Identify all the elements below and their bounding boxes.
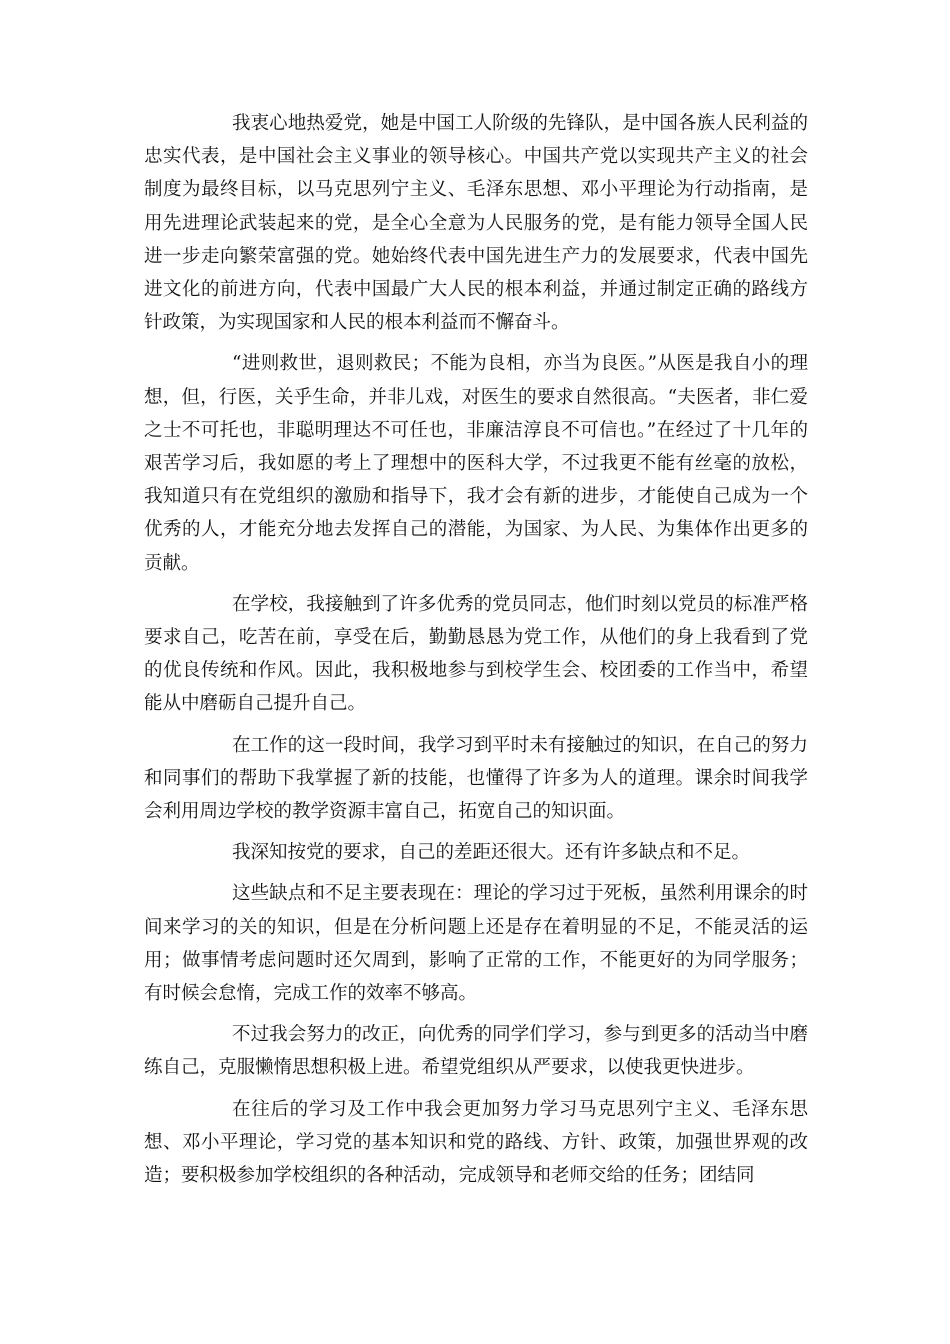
document-body bbox=[144, 107, 808, 1200]
paragraph-5: 我深知按党的要求，自己的差距还很大。还有许多缺点和不足。 bbox=[232, 842, 751, 864]
paragraph-2: “进则救世，退则救民；不能为良相，亦当为良医。”从医是我自小的理想，但，行医，关乎生命，并非儿戏，对医生的要求自然很高。“夫医者，非仁爱之士不可托也，非聪明理达不可任也，非廉洁淳良不可信也。”在经过了十几年的艰苦学习后，我如愿的考上了理想中的医科大学，不过我更不能有丝毫的放松，我知道只有在党组织的激励和指导下，我才会有新的进步，才能使自己成为一个优秀的人，才能充分地去发挥自己的潜能，为国家、为人民、为集体作出更多的贡献。 bbox=[144, 353, 808, 574]
paragraph-4: 在工作的这一段时间，我学习到平时未有接触过的知识，在自己的努力和同事们的帮助下我掌握了新的技能，也懂得了许多为人的道理。课余时间我学会利用周边学校的教学资源丰富自己，拓宽自己的知识面。 bbox=[144, 734, 808, 823]
paragraph-7: 不过我会努力的改正，向优秀的同学们学习，参与到更多的活动当中磨练自己，克服懒惰思想积极上进。希望党组织从严要求，以使我更快进步。 bbox=[144, 1024, 808, 1079]
paragraph-1: 我衷心地热爱党，她是中国工人阶级的先锋队，是中国各族人民利益的忠实代表，是中国社会主义事业的领导核心。中国共产党以实现共产主义的社会制度为最终目标，以马克思列宁主义、毛泽东思想、邓小平理论为行动指南，是用先进理论武装起来的党，是全心全意为人民服务的党，是有能力领导全国人民进一步走向繁荣富强的党。她始终代表中国先进生产力的发展要求，代表中国先进文化的前进方向，代表中国最广大人民的根本利益，并通过制定正确的路线方针政策，为实现国家和人民的根本利益而不懈奋斗。 bbox=[144, 113, 808, 334]
paragraph-6: 这些缺点和不足主要表现在：理论的学习过于死板，虽然利用课余的时间来学习的关的知识，但是在分析问题上还是存在着明显的不足，不能灵活的运用；做事情考虑问题时还欠周到，影响了正常的工作，不能更好的为同学服务；有时候会怠惰，完成工作的效率不够高。 bbox=[144, 883, 808, 1005]
paragraph-8: 在往后的学习及工作中我会更加努力学习马克思列宁主义、毛泽东思想、邓小平理论，学习党的基本知识和党的路线、方针、政策，加强世界观的改造；要积极参加学校组织的各种活动，完成领导和老师交给的任务；团结同 bbox=[144, 1098, 808, 1187]
paragraph-3: 在学校，我接触到了许多优秀的党员同志，他们时刻以党员的标准严格要求自己，吃苦在前，享受在后，勤勤恳恳为党工作，从他们的身上我看到了党的优良传统和作风。因此，我积极地参与到校学生会、校团委的工作当中，希望能从中磨砺自己提升自己。 bbox=[144, 593, 808, 715]
